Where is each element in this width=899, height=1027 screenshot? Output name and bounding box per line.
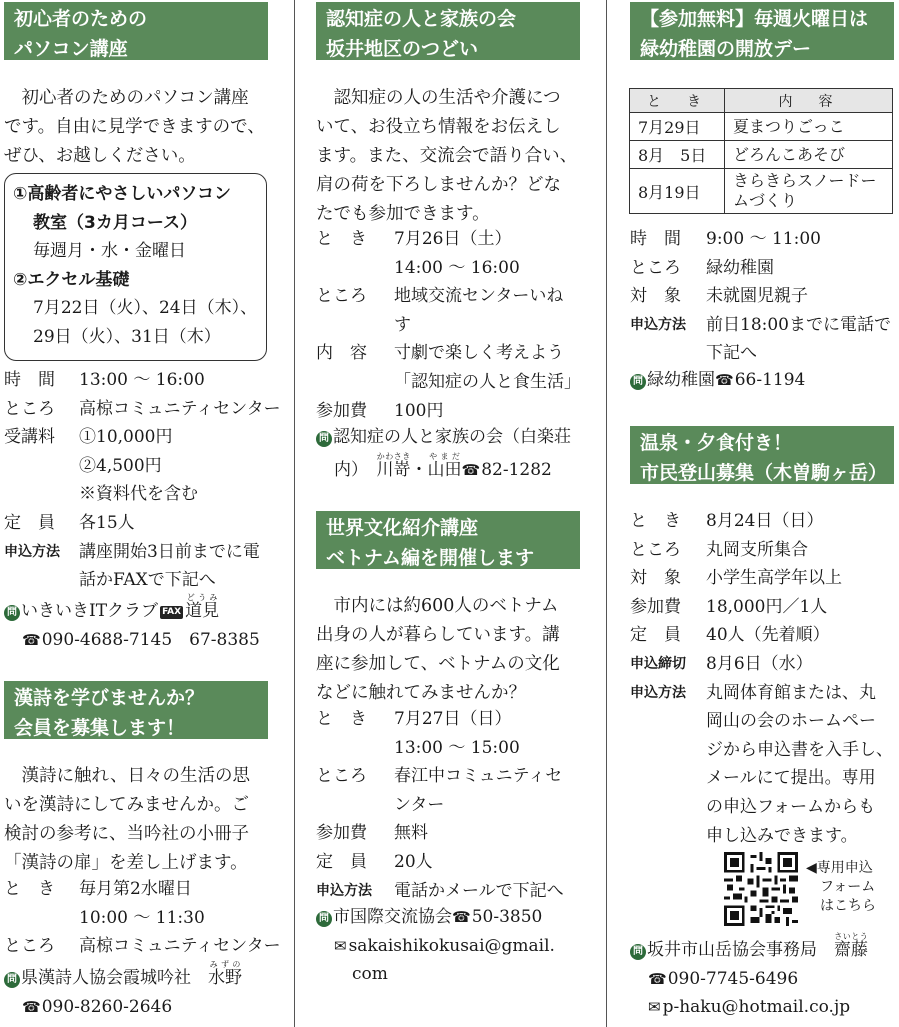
detail-label: ところ	[630, 539, 681, 560]
course-box-line: ②エクセル基礎	[13, 269, 130, 290]
fax-icon: FAX	[162, 607, 182, 617]
detail-label: 受講料	[4, 427, 55, 448]
detail-row	[316, 705, 596, 762]
detail-row	[316, 819, 596, 848]
phone-icon: ☎	[22, 997, 41, 1016]
detail-row	[630, 593, 899, 622]
detail-label: 内 容	[316, 343, 367, 364]
table-cell-content: どろんこあそび	[725, 141, 893, 169]
detail-label: と き	[316, 709, 367, 729]
kindergarten-contact: 問 緑幼稚園☎66-1194	[630, 366, 805, 395]
detail-row	[630, 650, 899, 679]
vietnam-title: 世界文化紹介講座 ベトナム編を開催します	[316, 511, 580, 569]
detail-row	[630, 311, 899, 368]
detail-value: 寸劇で楽しく考えよう 「認知症の人と食生活」	[394, 343, 581, 392]
kindergarten-schedule-table	[629, 88, 893, 214]
course-box-line: 29日（火）、31日（木）	[33, 326, 221, 347]
inquiry-icon: 問	[630, 944, 646, 960]
detail-row	[316, 397, 596, 426]
table-cell-date: 7月29日	[630, 113, 725, 141]
detail-value: 地域交流センターいね す	[394, 286, 564, 335]
column-divider-1	[294, 0, 295, 1027]
vietnam-intro: 市内には約600人のベトナム 出身の人が暮らしています。講 座に参加して、ベトナムの文化 などに触れてみませんか？	[316, 596, 560, 703]
hiking-details	[630, 507, 899, 850]
column-2	[312, 0, 596, 1027]
inquiry-icon: 問	[316, 431, 332, 447]
detail-value: 7月27日（日） 13:00 ～ 15:00	[394, 709, 520, 758]
table-cell-date: 8月 5日	[630, 141, 725, 169]
course-box-line: 7月22日（火）、24日（木）、	[33, 298, 258, 318]
kindergarten-details	[630, 225, 899, 368]
detail-value: 9:00 ～ 11:00	[706, 229, 821, 249]
detail-value: 毎月第2水曜日 10:00 ～ 11:30	[79, 879, 205, 928]
dementia-title: 認知症の人と家族の会 坂井地区のつどい	[316, 2, 580, 60]
detail-row	[4, 423, 290, 509]
detail-label: 申込方法	[316, 882, 372, 899]
phone-icon: ☎	[648, 969, 667, 988]
detail-value: 小学生高学年以上	[706, 568, 842, 589]
phone-icon: ☎	[452, 908, 471, 926]
vietnam-contact: 問 市国際交流協会☎50-3850 ✉ sakaishikokusai@gmail. com	[316, 903, 555, 989]
column-divider-2	[606, 0, 607, 1027]
dementia-intro: 認知症の人の生活や介護につ いて、お役立ち情報をお伝えし ます。また、交流会で語り合い、 肩の荷を下ろしませんか？どな たでも参加できます。	[316, 88, 578, 224]
detail-label: 申込締切	[630, 655, 686, 672]
dementia-contact: 問 認知症の人と家族の会（白楽荘 内） 川嵜かわさき・山田やまだ☎82-1282	[316, 423, 571, 484]
detail-row	[630, 536, 899, 565]
detail-value: 8月6日（水）	[706, 653, 813, 674]
phone-icon: ☎	[22, 630, 41, 649]
table-cell-content: 夏まつりごっこ	[725, 113, 893, 141]
detail-value: 13:00 ～ 16:00	[79, 370, 205, 390]
table-row	[630, 113, 893, 141]
table-row	[630, 169, 893, 214]
detail-row	[316, 339, 596, 396]
qr-code[interactable]	[724, 852, 798, 926]
pc-course-box	[4, 173, 267, 361]
inquiry-icon: 問	[630, 374, 646, 390]
kanshi-details	[4, 875, 290, 961]
detail-label: ところ	[4, 398, 55, 419]
detail-label: と き	[4, 879, 55, 899]
pc-course-details	[4, 366, 290, 595]
kindergarten-title: 【参加無料】毎週火曜日は 緑幼稚園の開放デー	[630, 2, 894, 60]
hiking-title: 温泉・夕食付き！ 市民登山募集（木曽駒ヶ岳）	[630, 426, 894, 484]
detail-value: 7月26日（土） 14:00 ～ 16:00	[394, 229, 520, 278]
detail-row	[4, 875, 290, 932]
detail-value: 丸岡体育館または、丸 岡山の会のホームペー ジから申込書を入手し、 メールにて提出。専用 の申込フォームからも 申し込みできます。	[706, 682, 893, 846]
kanshi-intro: 漢詩に触れ、日々の生活の思 いを漢詩にしてみませんか。ご 検討の参考に、当吟社の小冊子 「漢詩の扉」を差し上げます。	[4, 766, 251, 873]
detail-label: 参加費	[316, 823, 367, 844]
vietnam-details	[316, 705, 596, 905]
detail-value: 前日18:00までに電話で 下記へ	[706, 314, 891, 364]
detail-label: ところ	[4, 936, 55, 957]
table-row	[630, 141, 893, 169]
detail-label: 参加費	[630, 596, 681, 617]
detail-row	[630, 564, 899, 593]
detail-row	[630, 225, 899, 254]
detail-value: 各15人	[79, 512, 135, 533]
detail-row	[4, 395, 290, 424]
detail-value: 高椋コミュニティセンター	[79, 398, 281, 419]
detail-row	[630, 679, 899, 851]
qr-code-note: ◀専用申込 フォーム はこちら	[806, 860, 876, 914]
detail-value: 丸岡支所集合	[706, 539, 808, 560]
pc-course-title: 初心者のための パソコン講座	[4, 2, 268, 60]
inquiry-icon: 問	[4, 972, 20, 988]
detail-value: 未就園児親子	[706, 286, 808, 307]
inquiry-icon: 問	[316, 911, 332, 927]
dementia-details	[316, 225, 596, 425]
detail-label: 申込方法	[630, 316, 686, 333]
detail-label: ところ	[316, 286, 367, 307]
detail-value: ①10,000円 ②4,500円 ※資料代を含む	[79, 427, 198, 505]
detail-value: 高椋コミュニティセンター	[79, 936, 281, 957]
detail-row	[316, 282, 596, 339]
detail-value: 緑幼稚園	[706, 257, 774, 278]
mail-icon: ✉	[334, 936, 347, 955]
column-1	[0, 0, 292, 1027]
detail-row	[316, 225, 596, 282]
hiking-contact: 問 坂井市山岳協会事務局 齋藤さいとう ☎090-7745-6496 ✉ p-haku@hotmail.co.jp	[630, 932, 868, 1022]
detail-label: と き	[630, 511, 681, 531]
detail-value: 8月24日（日）	[706, 511, 824, 531]
course-box-line: 教室（3カ月コース）	[33, 212, 197, 233]
kanshi-contact: 問 県漢詩人協会霞城吟社 水野みずの ☎090-8260-2646	[4, 960, 242, 1021]
pc-course-intro: 初心者のためのパソコン講座 です。自由に見学できますので、 ぜひ、お越しください。	[4, 88, 265, 166]
detail-label: 時 間	[4, 370, 55, 390]
detail-value: 40人（先着順）	[706, 625, 830, 646]
detail-label: 定 員	[4, 512, 55, 533]
detail-label: 申込方法	[630, 684, 686, 701]
detail-value: 講座開始3日前までに電 話かFAXで下記へ	[79, 541, 260, 591]
detail-row	[4, 366, 290, 395]
phone-icon: ☎	[715, 371, 734, 389]
detail-row	[630, 507, 899, 536]
mail-icon: ✉	[648, 998, 661, 1017]
course-box-line: 毎週月・水・金曜日	[33, 241, 186, 261]
detail-value: 無料	[394, 823, 428, 844]
detail-row	[316, 877, 596, 906]
table-header-row	[630, 89, 893, 113]
detail-row	[316, 848, 596, 877]
detail-row	[4, 538, 290, 595]
detail-row	[4, 509, 290, 538]
phone-icon: ☎	[461, 460, 481, 479]
kanshi-title: 漢詩を学びませんか？ 会員を募集します！	[4, 681, 268, 739]
table-header-cell: 内 容	[725, 89, 893, 113]
detail-label: 時 間	[630, 229, 681, 249]
detail-label: ところ	[630, 257, 681, 278]
detail-label: 申込方法	[4, 543, 60, 560]
detail-row	[316, 762, 596, 819]
detail-row	[630, 282, 899, 311]
detail-value: 20人	[394, 851, 433, 872]
table-header-cell: と き	[630, 89, 725, 113]
detail-value: 春江中コミュニティセ ンター	[394, 766, 563, 815]
detail-row	[4, 932, 290, 961]
detail-label: 対 象	[630, 568, 681, 589]
detail-value: 18,000円／1人	[706, 596, 828, 617]
table-cell-content: きらきらスノードー ムづくり	[725, 169, 893, 214]
detail-label: 定 員	[316, 851, 367, 872]
pc-course-contact: 問 いきいきITクラブ FAX 道見どうみ ☎090-4688-7145 67-8385	[4, 593, 260, 654]
detail-value: 電話かメールで下記へ	[394, 880, 564, 901]
detail-label: 対 象	[630, 286, 681, 307]
detail-label: と き	[316, 229, 367, 249]
column-3	[626, 0, 899, 1027]
table-cell-date: 8月19日	[630, 169, 725, 214]
course-box-line: ①高齢者にやさしいパソコン	[13, 184, 232, 204]
detail-label: ところ	[316, 766, 367, 787]
detail-row	[630, 254, 899, 283]
detail-label: 参加費	[316, 400, 367, 421]
detail-row	[630, 621, 899, 650]
detail-label: 定 員	[630, 625, 681, 646]
detail-value: 100円	[394, 400, 444, 421]
inquiry-icon: 問	[4, 605, 20, 621]
